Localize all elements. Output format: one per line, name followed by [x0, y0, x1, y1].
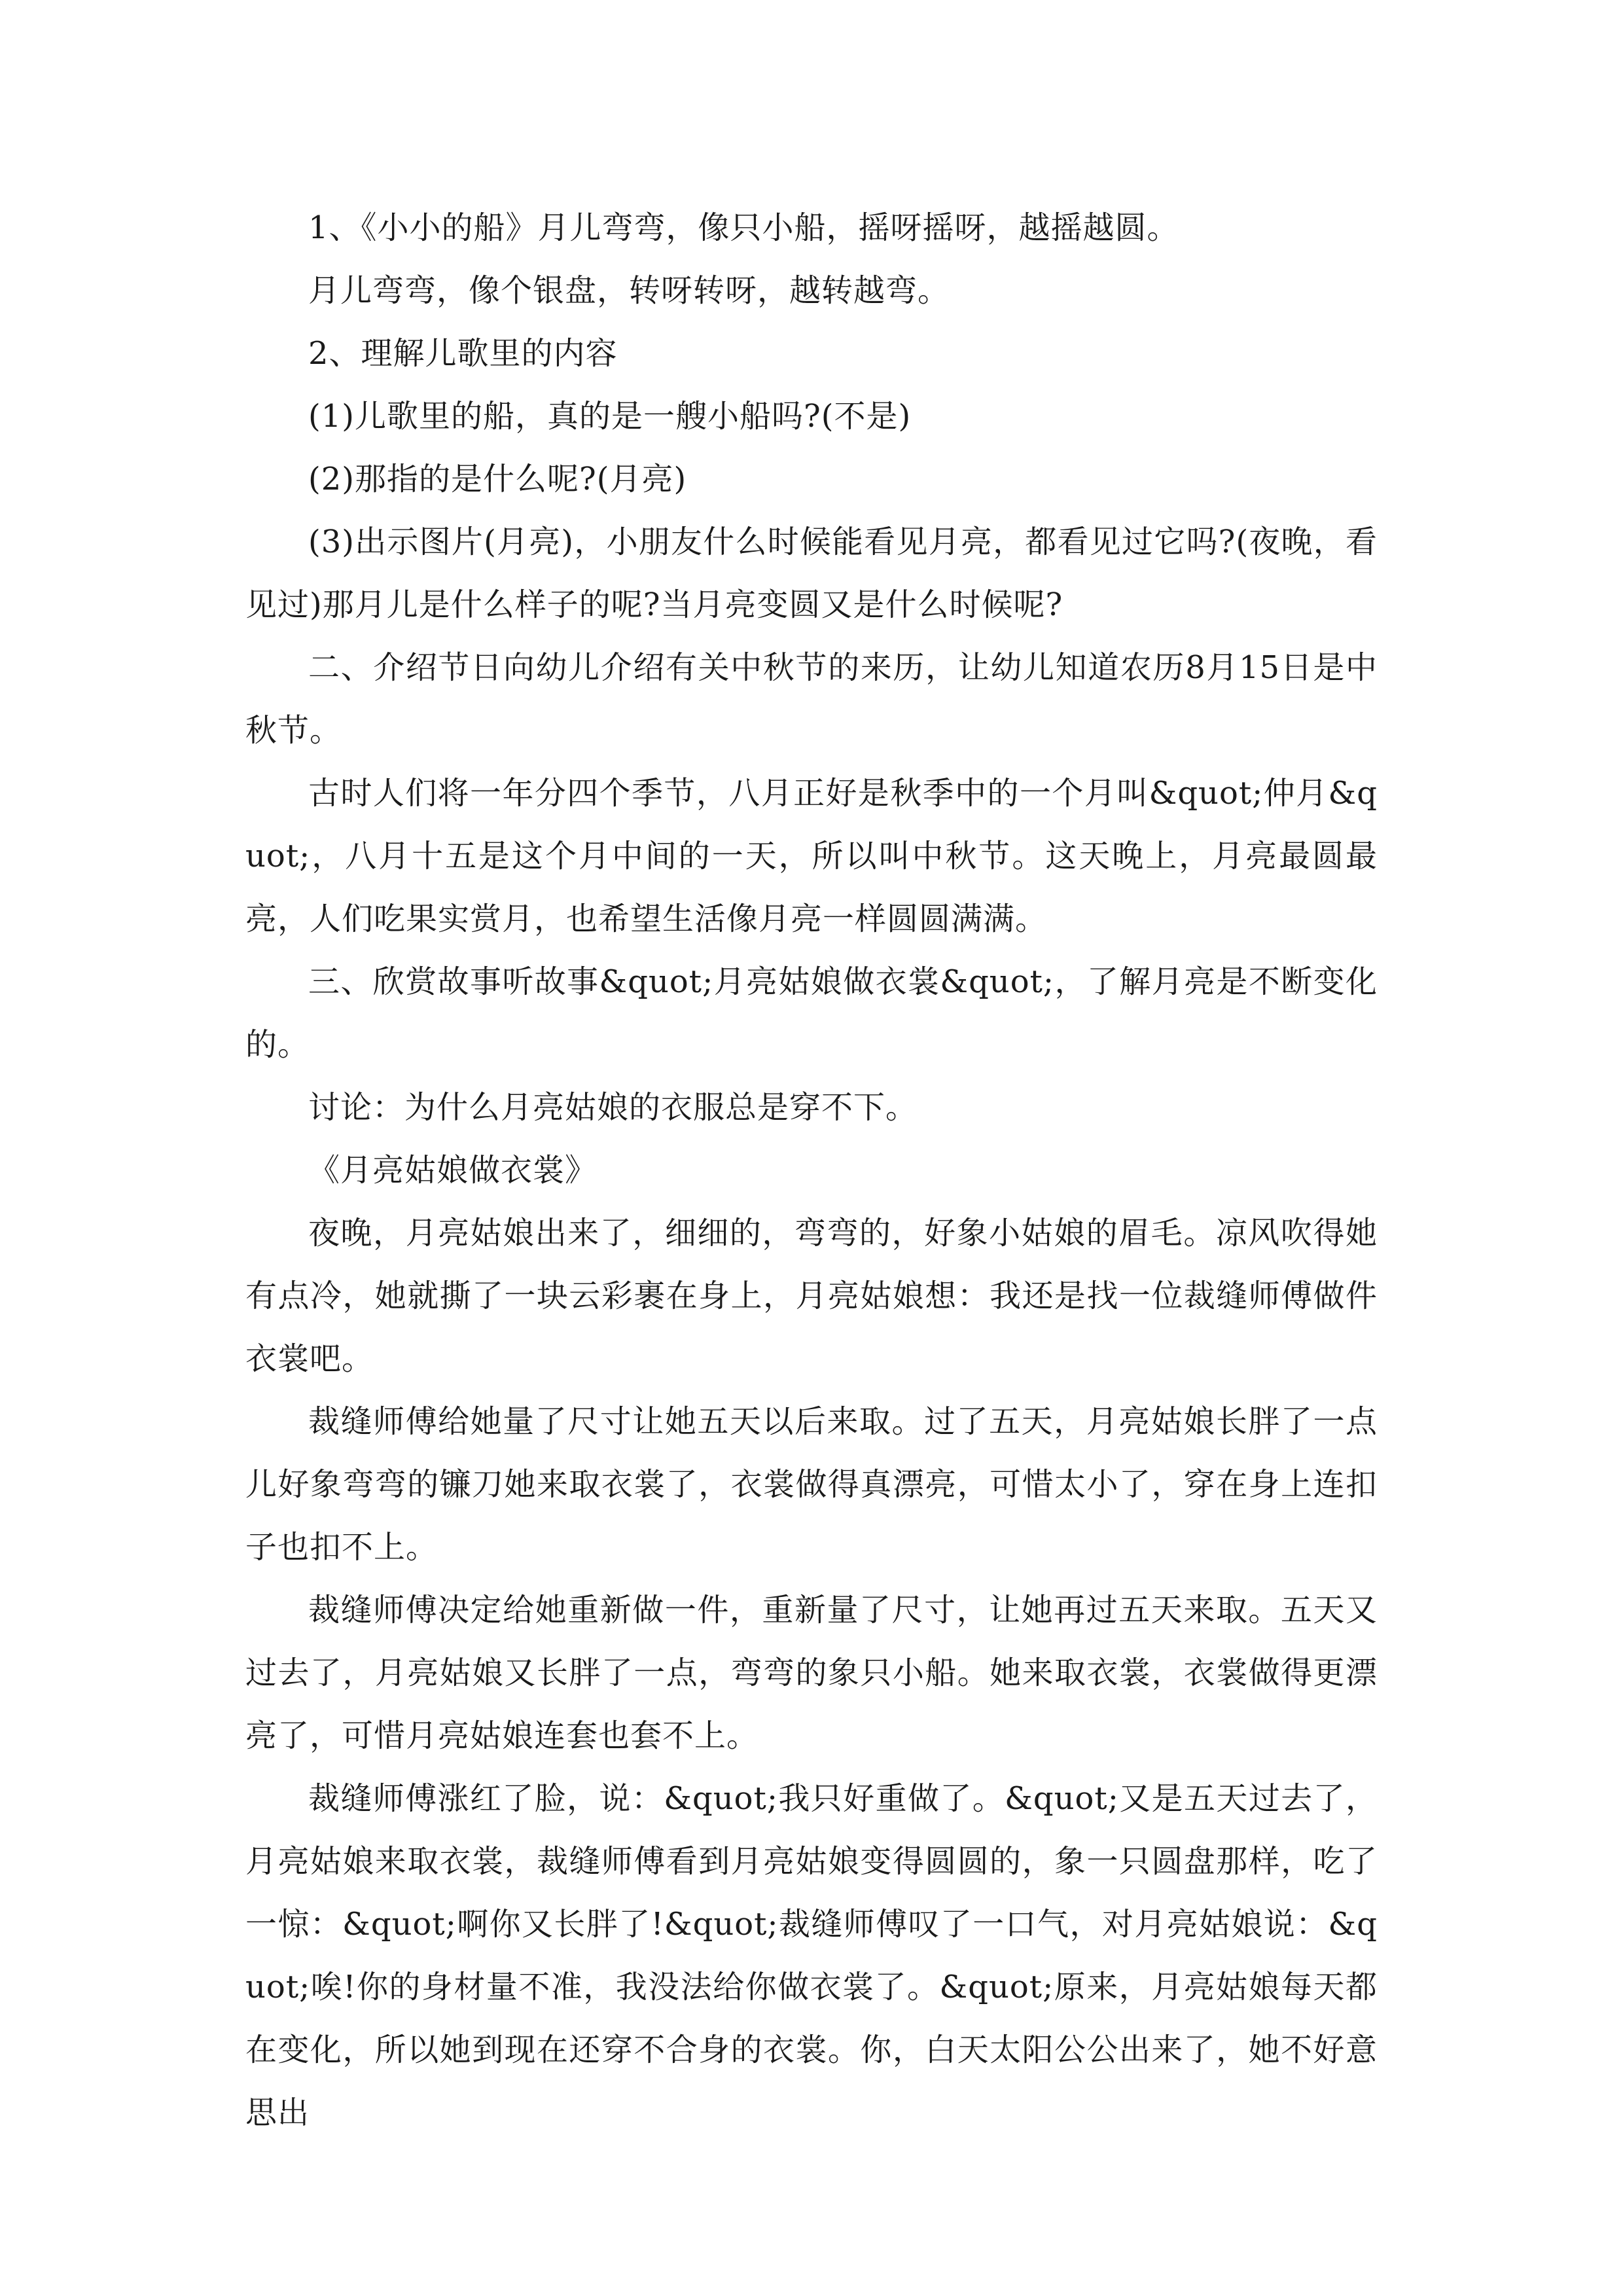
- paragraph-question-1: (1)儿歌里的船，真的是一艘小船吗?(不是): [308, 398, 912, 435]
- paragraph-story-4: 裁缝师傅涨红了脸，说：&quot;我只好重做了。&quot;又是五天过去了，月亮姑娘来取衣裳，裁缝师傅看到月亮姑娘变得圆圆的，象一只圆盘那样，吃了一惊：&quot;啊你又长胖了!&quot;裁缝师傅叹了一口气，对月亮姑娘说：&quot;唉!你的身材量不准，我没法给你做衣裳了。&quot;原来，月亮姑娘每天都在变化，所以她到现在还穿不合身的衣裳。你，白天太阳公公出来了，她不好意思出: [245, 1780, 1378, 2131]
- paragraph-festival-history: 古时人们将一年分四个季节，八月正好是秋季中的一个月叫&quot;仲月&quot;，八月十五是这个月中间的一天，所以叫中秋节。这天晚上，月亮最圆最亮，人们吃果实赏月，也希望生活像月亮一样圆圆满满。: [245, 775, 1378, 937]
- paragraph-song-line-2: 月儿弯弯，像个银盘，转呀转呀，越转越弯。: [308, 272, 950, 309]
- paragraph-festival-intro: 二、介绍节日向幼儿介绍有关中秋节的来历，让幼儿知道农历8月15日是中秋节。: [245, 649, 1378, 749]
- document-body: [245, 196, 1378, 2144]
- paragraph-question-3: (3)出示图片(月亮)，小朋友什么时候能看见月亮，都看见过它吗?(夜晚，看见过)那月儿是什么样子的呢?当月亮变圆又是什么时候呢?: [245, 524, 1378, 623]
- paragraph-story-title: 《月亮姑娘做衣裳》: [308, 1152, 597, 1189]
- paragraph-story-intro: 三、欣赏故事听故事&quot;月亮姑娘做衣裳&quot;，了解月亮是不断变化的。: [245, 963, 1378, 1063]
- paragraph-song-line-1: 1、《小小的船》月儿弯弯，像只小船，摇呀摇呀，越摇越圆。: [308, 209, 1179, 246]
- paragraph-question-2: (2)那指的是什么呢?(月亮): [308, 461, 687, 497]
- paragraph-discussion: 讨论：为什么月亮姑娘的衣服总是穿不下。: [308, 1089, 918, 1126]
- paragraph-section-heading-understand: 2、理解儿歌里的内容: [308, 335, 618, 372]
- paragraph-story-3: 裁缝师傅决定给她重新做一件，重新量了尺寸，让她再过五天来取。五天又过去了，月亮姑娘又长胖了一点，弯弯的象只小船。她来取衣裳，衣裳做得更漂亮了，可惜月亮姑娘连套也套不上。: [245, 1592, 1378, 1754]
- paragraph-story-1: 夜晚，月亮姑娘出来了，细细的，弯弯的，好象小姑娘的眉毛。凉风吹得她有点冷，她就撕了一块云彩裹在身上，月亮姑娘想：我还是找一位裁缝师傅做件衣裳吧。: [245, 1215, 1378, 1377]
- paragraph-story-2: 裁缝师傅给她量了尺寸让她五天以后来取。过了五天，月亮姑娘长胖了一点儿好象弯弯的镰刀她来取衣裳了，衣裳做得真漂亮，可惜太小了，穿在身上连扣子也扣不上。: [245, 1403, 1378, 1566]
